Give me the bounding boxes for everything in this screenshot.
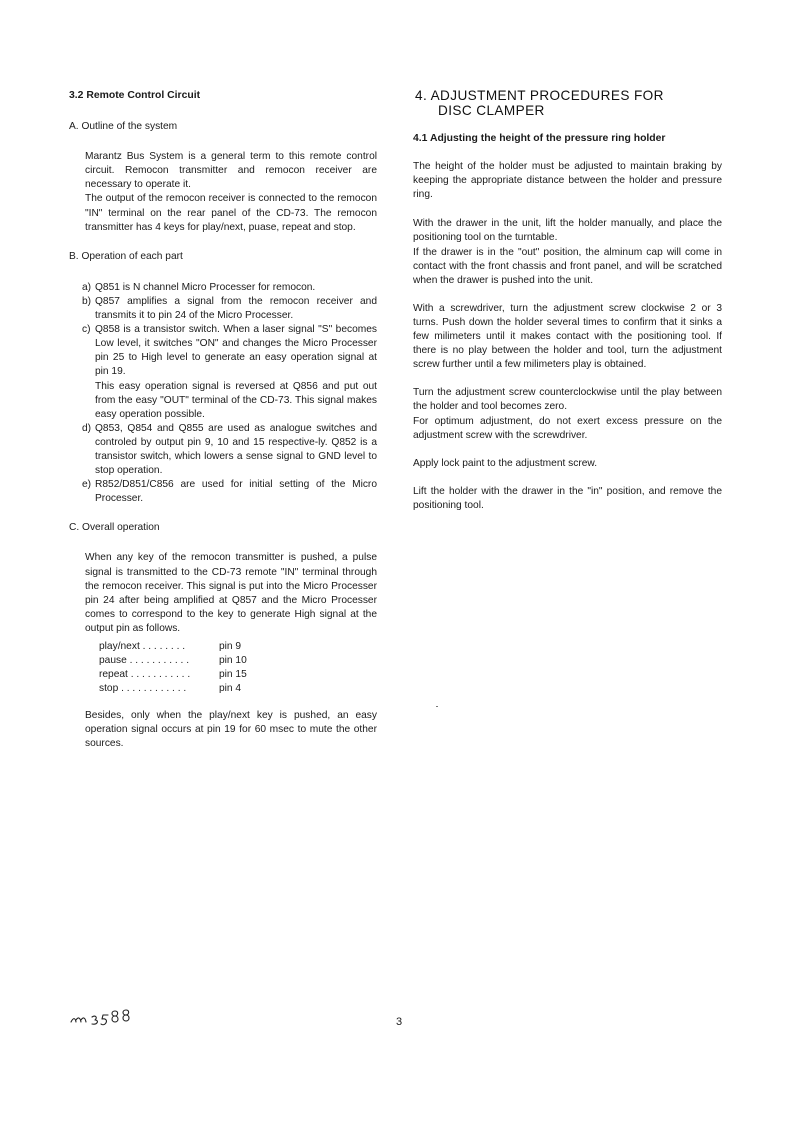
subsection-a-title: A. Outline of the system — [69, 121, 178, 133]
table-row: pause . . . . . . . . . . . pin 10 — [99, 654, 247, 666]
speck-mark — [436, 706, 438, 707]
handwritten-note-graphic — [70, 1005, 142, 1033]
pin-table — [99, 640, 247, 696]
paragraph-c2: Besides, only when the play/next key is pushed, an easy operation signal occurs at pin 19 for 60 msec to mute the other sources. — [85, 709, 377, 749]
subsection-b-title: B. Operation of each part — [69, 250, 183, 262]
paragraph-2a: With the drawer in the unit, lift the holder manually, and place the positioning tool on the turntable. — [413, 218, 722, 244]
page-number: 3 — [396, 1016, 403, 1028]
subsection-c-title: C. Overall operation — [69, 522, 160, 534]
paragraph-c1: When any key of the remocon transmitter is pushed, a pulse signal is transmitted to the CD-73 remote "IN" terminal through the remocon receiver. This signal is put into the Micro Processer pin 24 after being amplified at Q857 and the Micro Processer comes to correspond to the key to generate High signal at the output pin as follows. — [85, 552, 377, 634]
paragraph-1: The height of the holder must be adjusted to maintain braking by keeping the appropriate distance between the holder and pressure ring. — [413, 161, 722, 201]
chapter-heading: 4. ADJUSTMENT PROCEDURES FOR DISC CLAMPER — [415, 88, 664, 118]
subsection-heading: 4.1 Adjusting the height of the pressure ring holder — [413, 133, 666, 144]
parts-list — [82, 281, 377, 507]
list-item: a) Q851 is N channel Micro Processer for remocon. — [82, 281, 316, 293]
list-item: e) R852/D851/C856 are used for initial setting of the Micro Processer. — [82, 479, 377, 505]
left-column — [69, 89, 377, 751]
table-row: repeat . . . . . . . . . . . pin 15 — [99, 668, 247, 680]
paragraph-4b: For optimum adjustment, do not exert excess pressure on the adjustment screw with the screwdriver. — [413, 415, 722, 441]
section-heading: 3.2 Remote Control Circuit — [69, 90, 201, 101]
paragraph-5: Apply lock paint to the adjustment screw. — [413, 457, 598, 469]
paragraph-6: Lift the holder with the drawer in the "in" position, and remove the positioning tool. — [413, 485, 722, 511]
paragraph-4a: Turn the adjustment screw counterclockwise until the play between the holder and tool becomes zero. — [413, 387, 722, 413]
list-item: b) Q857 amplifies a signal from the remocon receiver and transmits it to pin 24 of the Micro Processer. — [82, 295, 377, 322]
paragraph-a1: Marantz Bus System is a general term to this remote control circuit. Remocon transmitter and remocon receiver are necessary to operate it. — [85, 151, 377, 191]
paragraph-a2: The output of the remocon receiver is connected to the remocon "IN" terminal on the rear panel of the CD-73. The remocon transmitter has 4 keys for play/next, puase, repeat and stop. — [85, 193, 377, 233]
paragraph-2b: If the drawer is in the "out" position, the alminum cap will come in contact with the front chassis and front panel, and will be scratched when the drawer is pushed into the unit. — [413, 246, 722, 286]
paragraph-3: With a screwdriver, turn the adjustment screw clockwise 2 or 3 turns. Push down the holder several times to confirm that it sinks a few milimeters until it makes contact with the positioning tool. If there is no play between the holder and tool, turn the adjustment screw further until a few milimeters play is obtained. — [413, 302, 722, 371]
list-item: d) Q853, Q854 and Q855 are used as analogue switches and controled by output pin 9, 10 and 15 respective-ly. Q852 is a transistor switch, which lowers a sense signal to GND level to stop operation. — [82, 422, 377, 477]
right-column — [413, 89, 722, 513]
table-row: play/next . . . . . . . . pin 9 — [99, 641, 242, 652]
table-row: stop . . . . . . . . . . . . pin 4 — [99, 682, 242, 694]
list-item: c) Q858 is a transistor switch. When a laser signal "S" becomes Low level, it switches "ON" and changes the Micro Processer pin 25 to High level to generate an easy operation signal at pin 19. This easy operation signal is reversed at Q856 and put out from the easy "OUT" terminal of the CD-73. This signal makes easy operation possible. — [82, 324, 377, 420]
